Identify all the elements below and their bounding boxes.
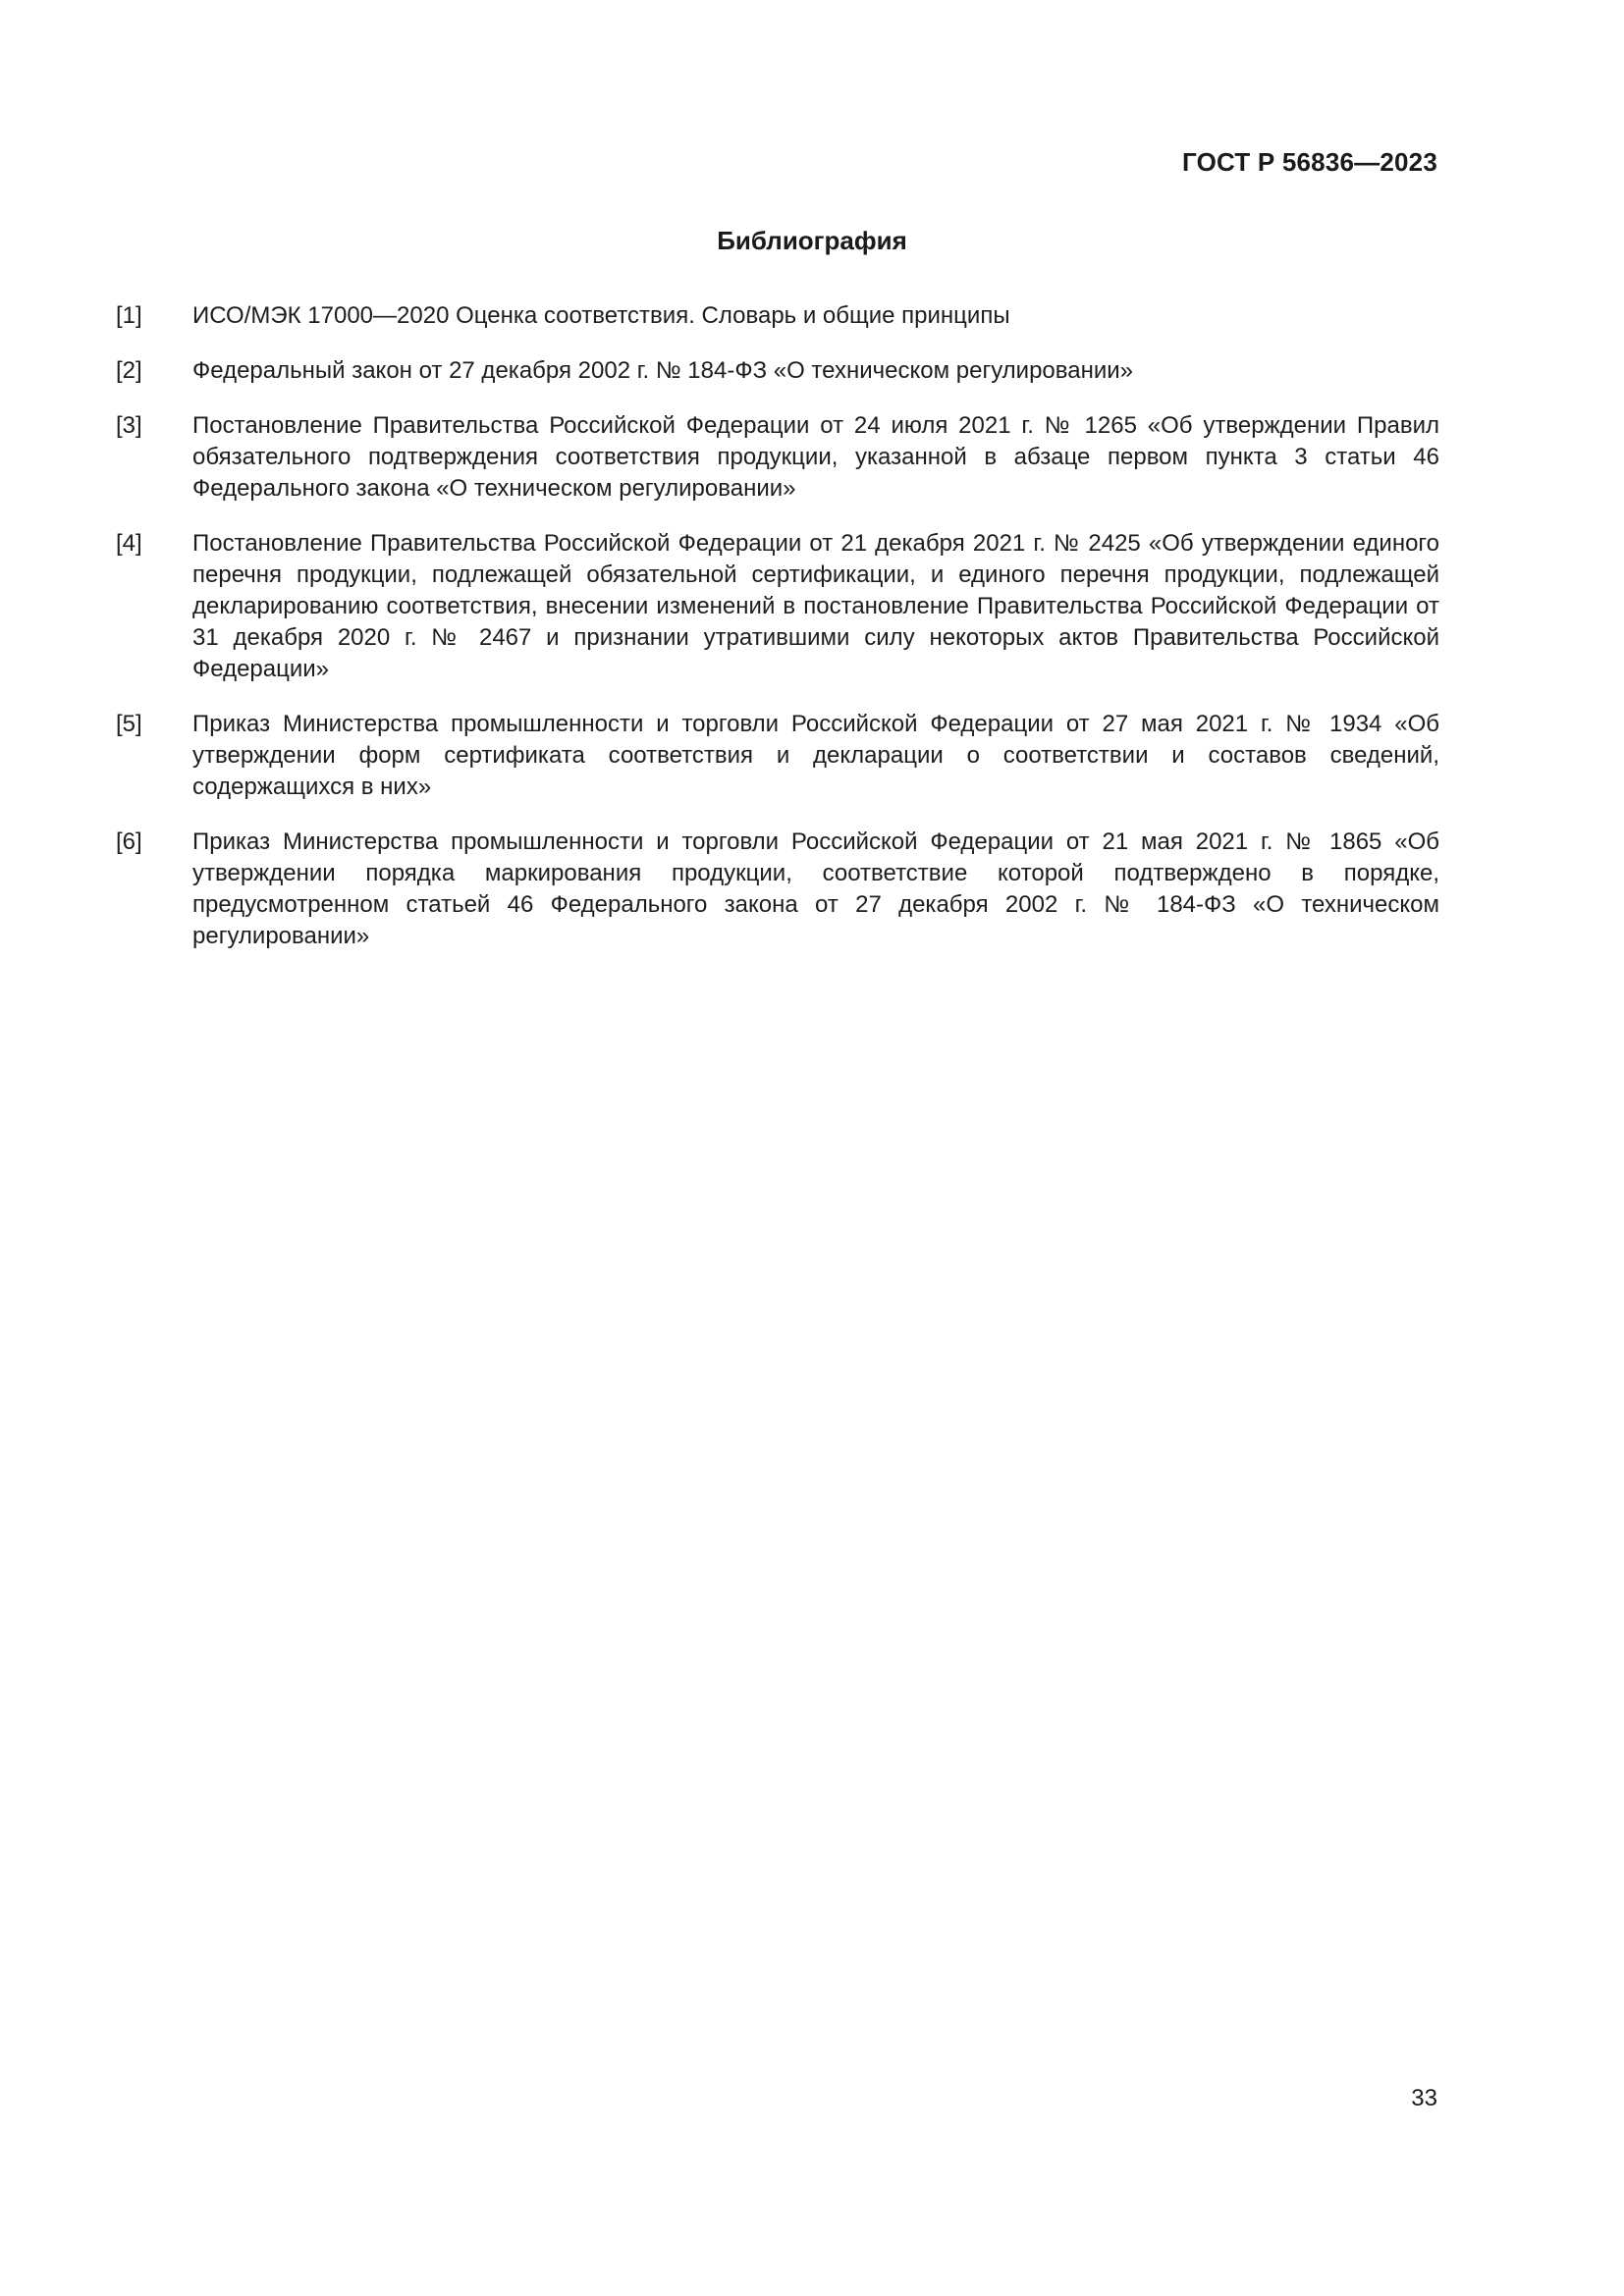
entry-text: Приказ Министерства промышленности и торговли Российской Федерации от 21 мая 2021 г. № 1865 «Об утверждении порядка маркирования продукции, соответствие которой подтверждено в порядке, предусмотренном статьей 46 Федерального закона от 27 декабря 2002 г. № 184-ФЗ «О техническом регулировании» [192,828,1439,949]
bibliography-entry-6 [116,827,1439,952]
entry-text: ИСО/МЭК 17000—2020 Оценка соответствия. Словарь и общие принципы [192,302,1010,329]
document-code: ГОСТ Р 56836—2023 [1182,147,1437,177]
entry-number: [1] [116,302,142,329]
entry-number: [5] [116,711,142,737]
bibliography-entry-2 [116,355,1439,387]
entry-number: [3] [116,412,142,439]
page-number: 33 [1411,2085,1437,2111]
section-title: Библиография [717,226,907,255]
entry-number: [6] [116,828,142,855]
entry-text: Постановление Правительства Российской Федерации от 21 декабря 2021 г. № 2425 «Об утверждении единого перечня продукции, подлежащей обязательной сертификации, и единого перечня продукции, подлежащей декларированию соответствия, внесении изменений в постановление Правительства Российской Федерации от 31 декабря 2020 г. № 2467 и признании утратившими силу некоторых актов Правительства Российской Федерации» [192,530,1439,682]
bibliography-entry-1 [116,300,1439,332]
bibliography-entry-5 [116,709,1439,803]
bibliography-entry-3 [116,410,1439,505]
entry-text: Приказ Министерства промышленности и торговли Российской Федерации от 27 мая 2021 г. № 1934 «Об утверждении форм сертификата соответствия и декларации о соответствии и составов сведений, содержащихся в них» [192,711,1439,800]
bibliography-entry-4 [116,528,1439,685]
bibliography-list [116,300,1439,976]
entry-text: Федеральный закон от 27 декабря 2002 г. № 184-ФЗ «О техническом регулировании» [192,357,1134,384]
entry-number: [4] [116,530,142,557]
entry-text: Постановление Правительства Российской Федерации от 24 июля 2021 г. № 1265 «Об утверждении Правил обязательного подтверждения соответствия продукции, указанной в абзаце первом пункта 3 статьи 46 Федерального закона «О техническом регулировании» [192,412,1439,502]
entry-number: [2] [116,357,142,384]
